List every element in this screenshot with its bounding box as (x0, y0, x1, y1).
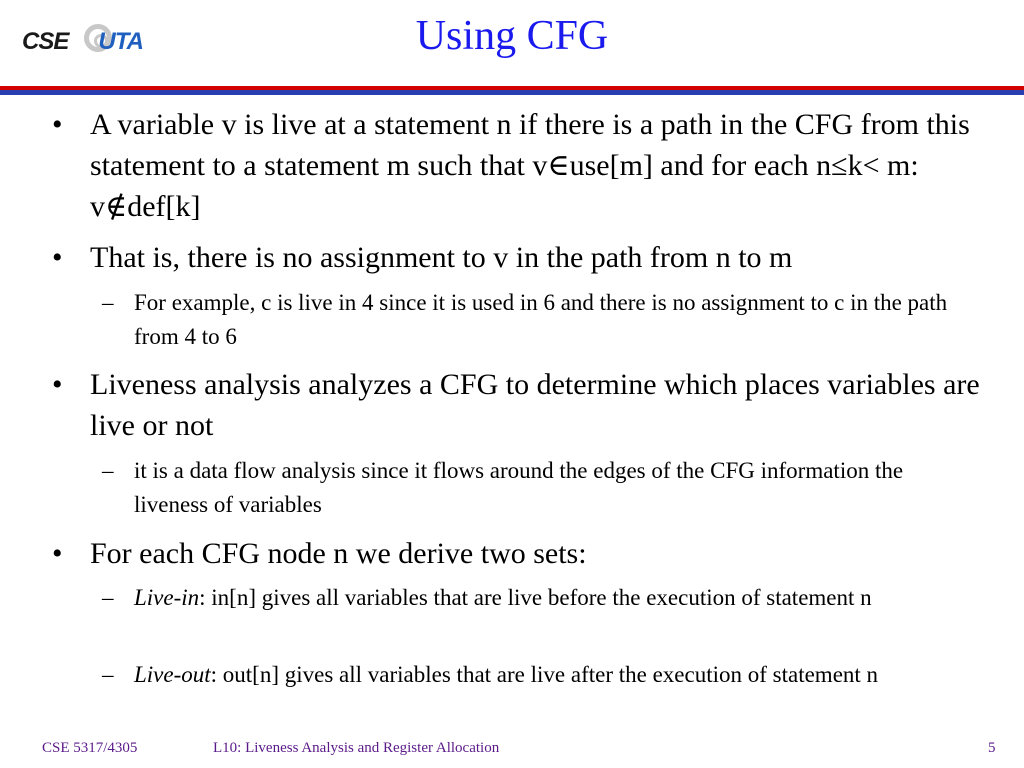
bullet-marker: • (52, 108, 63, 141)
sub-item (102, 581, 980, 615)
bullet-item (52, 364, 980, 446)
logo-prefix: CSE (22, 28, 69, 55)
bullet-item (52, 533, 980, 574)
bullet-text: That is, there is no assignment to v in the path from n to m (90, 241, 793, 274)
sub-item (102, 286, 980, 354)
term-live-in: Live-in (134, 585, 200, 610)
sub-item-text: it is a data flow analysis since it flows around the edges of the CFG information the liveness of variables (134, 458, 904, 517)
slide-title: Using CFG (415, 13, 609, 59)
bullet-text: A variable v is live at a statement n if there is a path in the CFG from this statement to a statement m such that v∈use[m] and for each n≤k< m: v∉def[k] (90, 108, 970, 223)
term-live-out: Live-out (134, 662, 211, 687)
bullet-marker: • (52, 241, 63, 274)
dash-marker: – (102, 585, 114, 610)
dash-marker: – (102, 662, 114, 687)
bullet-text: Liveness analysis analyzes a CFG to determine which places variables are live or not (90, 368, 980, 442)
dash-marker: – (102, 290, 114, 315)
sub-item (102, 658, 980, 692)
sub-item-text: For example, c is live in 4 since it is used in 6 and there is no assignment to c in the path from 4 to 6 (134, 290, 948, 349)
bullet-item (52, 237, 980, 278)
sub-item-text: : in[n] gives all variables that are live before the execution of statement n (199, 585, 872, 610)
bullet-marker: • (52, 537, 63, 570)
dash-marker: – (102, 458, 114, 483)
logo-suffix: UTA (98, 28, 143, 55)
bullet-item (52, 104, 980, 227)
bullet-text: For each CFG node n we derive two sets: (90, 537, 587, 570)
bullet-marker: • (52, 368, 63, 401)
sub-item (102, 454, 980, 522)
sub-item-text: : out[n] gives all variables that are live after the execution of statement n (210, 662, 879, 687)
footer-course: CSE 5317/4305 (42, 740, 138, 756)
footer-lecture: L10: Liveness Analysis and Register Allocation (213, 740, 500, 756)
footer-page-number: 5 (988, 740, 996, 756)
header-divider-blue (0, 90, 1024, 95)
